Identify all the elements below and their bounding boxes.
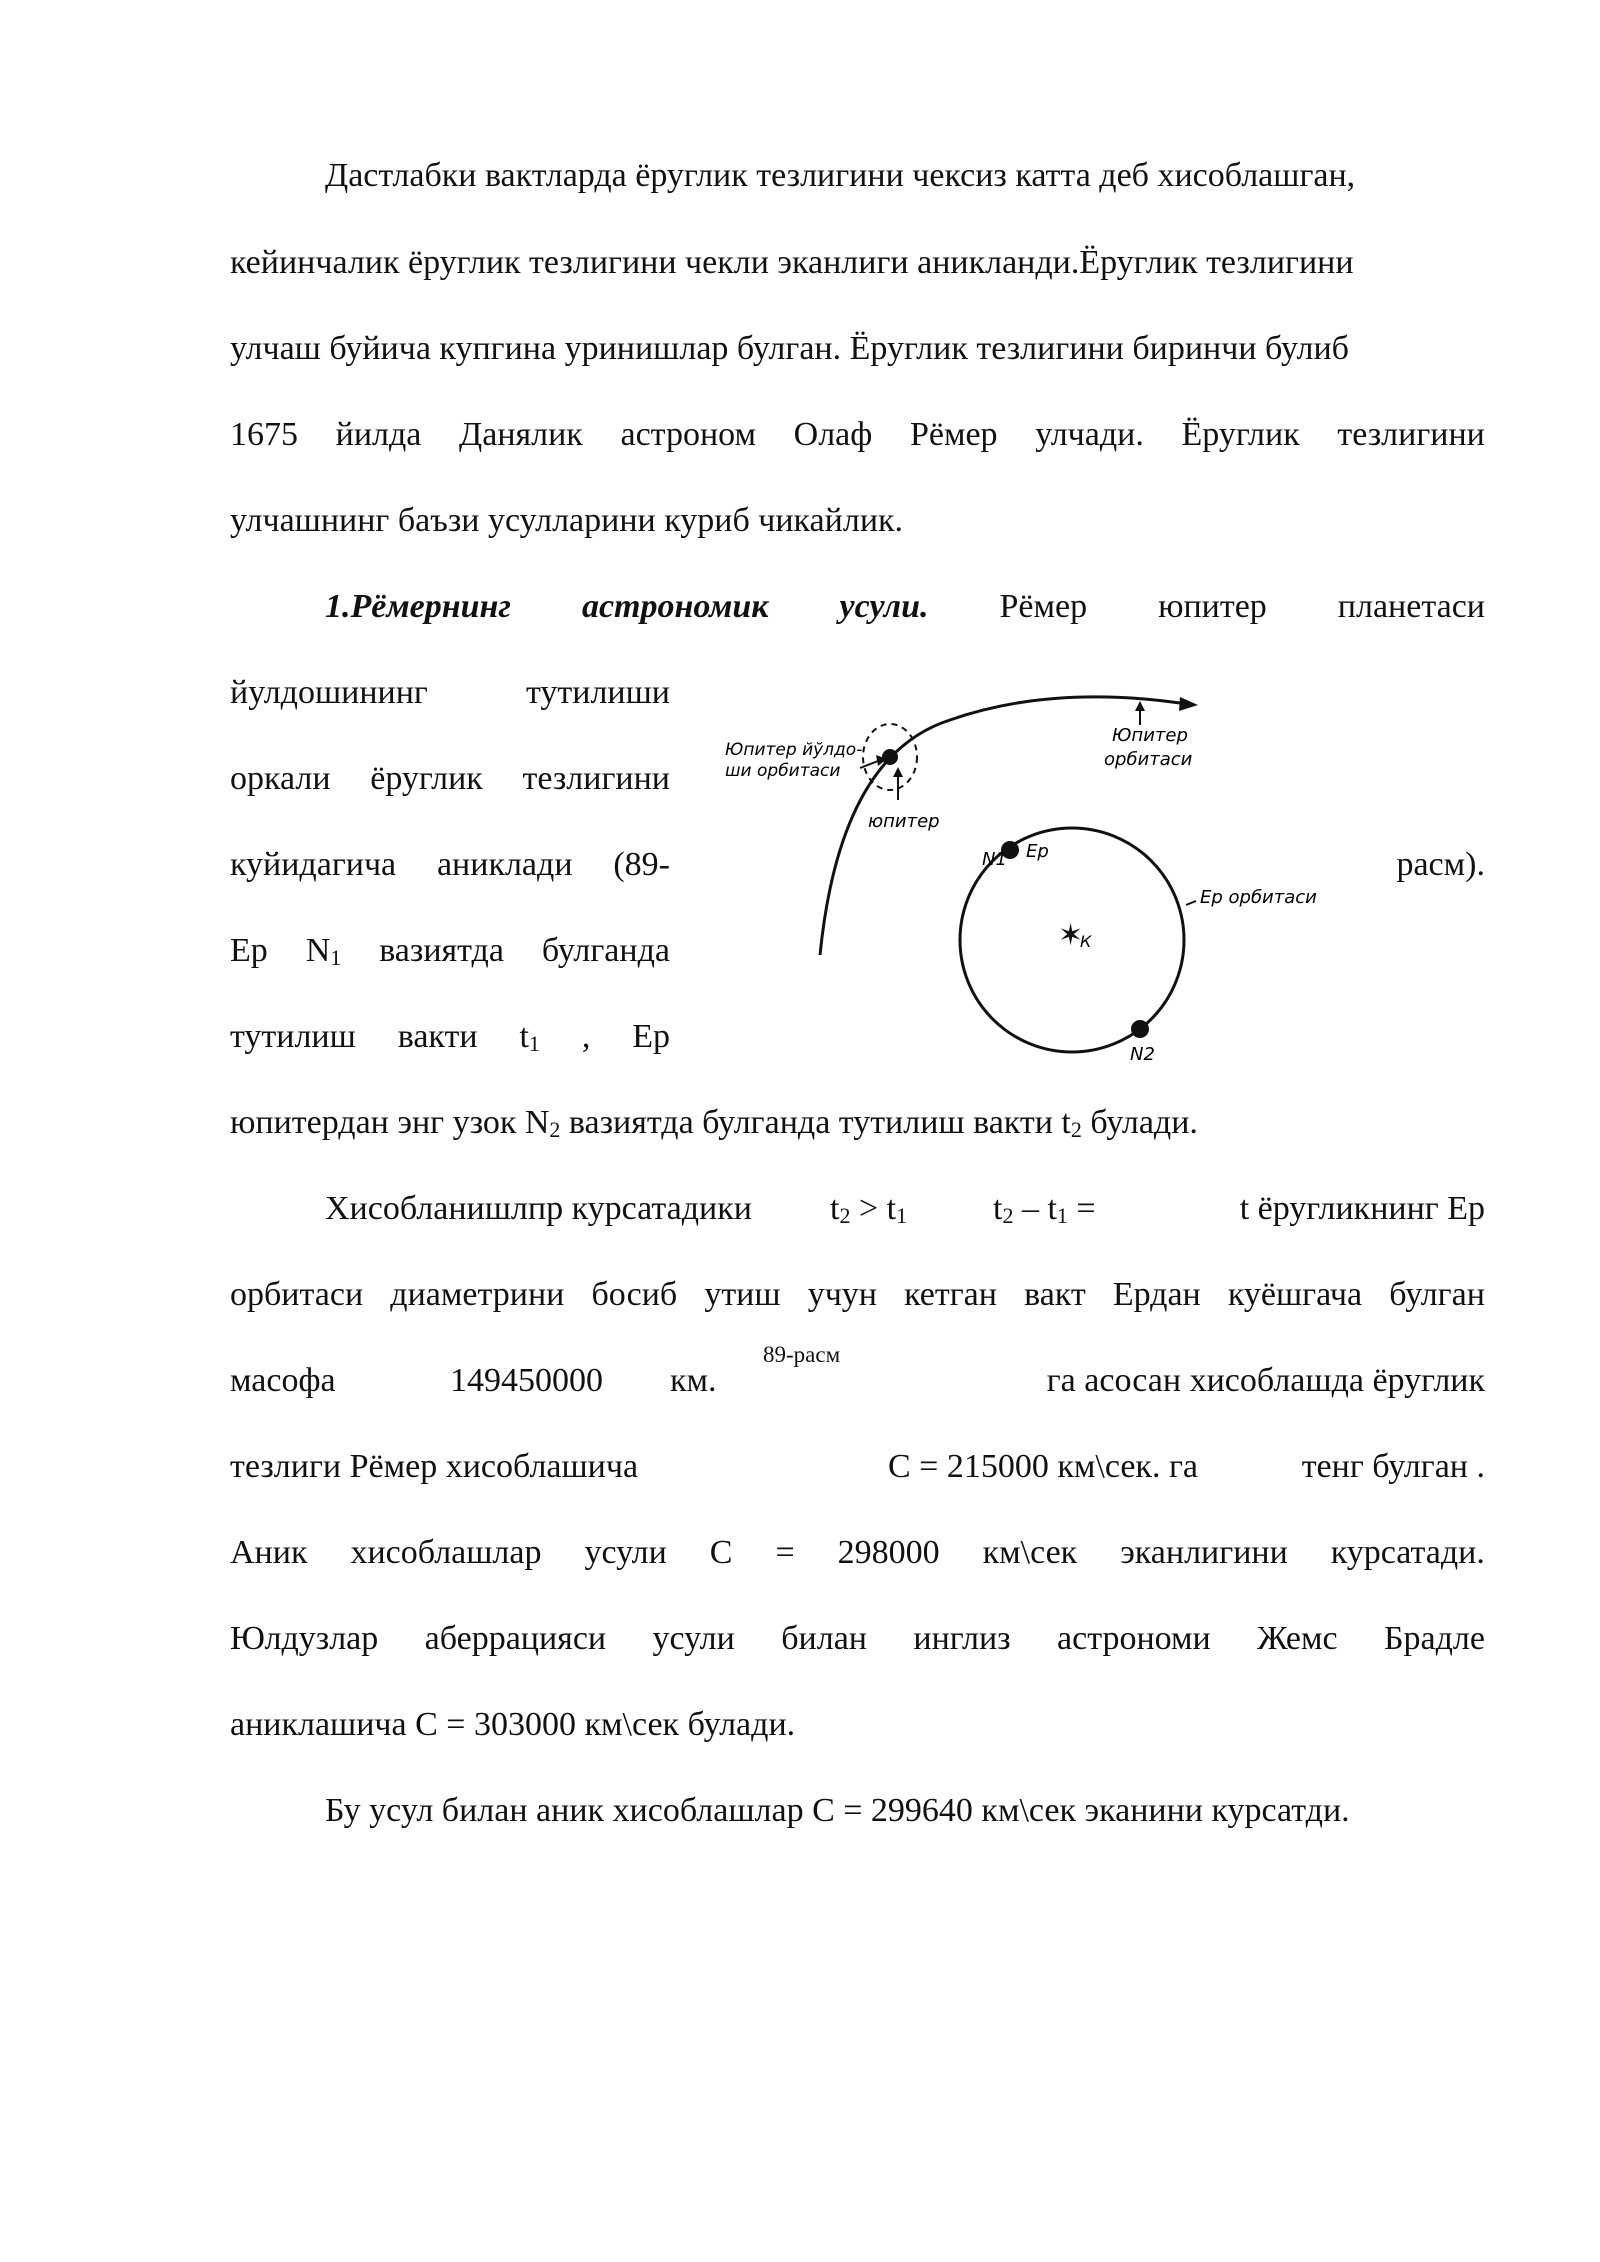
earth-position-n2	[1131, 1020, 1149, 1038]
word: инглиз	[913, 1620, 1011, 1657]
word: кетган	[904, 1276, 997, 1313]
word: расм).	[1396, 846, 1485, 883]
earth-orbit-pointer	[1186, 901, 1196, 905]
label-n2: N2	[1130, 1044, 1155, 1065]
word: куйидагича	[230, 846, 397, 883]
word: масофа	[230, 1362, 336, 1399]
label-jupiter: юпитер	[868, 811, 940, 832]
text-line: Дастлабки вактларда ёруглик тезлигини чексиз катта деб хисоблашган,	[325, 157, 1356, 194]
paragraph-line	[230, 243, 1485, 283]
word: планетаси	[1337, 588, 1485, 625]
word: тезлигини	[522, 760, 670, 797]
word: астрономи	[1057, 1620, 1211, 1657]
word: вакт	[1024, 1276, 1086, 1313]
word: юпитер	[1158, 588, 1267, 625]
text-line: улчашнинг баъзи усулларини куриб чикайлик.	[230, 502, 904, 539]
word: куёшгача	[1227, 1276, 1363, 1313]
word: вазиятда	[379, 932, 504, 969]
word: ёруглик	[370, 760, 483, 797]
label-earth: Ер	[1026, 841, 1049, 862]
word: диаметрини	[390, 1276, 565, 1313]
word: км\сек	[982, 1534, 1078, 1571]
paragraph-line	[230, 1705, 1485, 1745]
t2-gt-t1: $t_2 > t_1$	[830, 1190, 908, 1228]
formula-line	[325, 1189, 1485, 1229]
paragraph-line	[325, 156, 1485, 196]
word: тутилиш	[230, 1018, 356, 1055]
text: тенг булган .	[1301, 1448, 1485, 1485]
word: Рёмер	[909, 416, 998, 453]
word: Данялик	[459, 416, 583, 453]
paragraph-line	[230, 501, 1485, 541]
word: тезлигини	[1337, 416, 1485, 453]
time-t1: $t_1$	[519, 1018, 540, 1056]
word: улчади.	[1035, 416, 1144, 453]
text: тезлиги Рёмер хисоблашича	[230, 1448, 639, 1485]
paragraph-line	[230, 1619, 1485, 1659]
word: (89-	[613, 846, 670, 883]
paragraph-line	[230, 845, 670, 885]
word: Олаф	[793, 416, 873, 453]
word: 298000	[837, 1534, 940, 1571]
paragraph-line	[325, 1791, 1485, 1831]
section-heading: астрономик	[581, 588, 769, 625]
text-line: аниклашича С = 303000 км\сек булади.	[230, 1706, 796, 1743]
text-line: улчаш буйича купгина уринишлар булган. Ёруглик тезлигини биринчи булиб	[230, 330, 1349, 367]
word: хисоблашлар	[350, 1534, 542, 1571]
paragraph-line	[230, 1103, 1485, 1150]
text: га асосан хисоблашда ёруглик	[1046, 1362, 1485, 1399]
text-line: кейинчалик ёруглик тезлигини чекли эканлиги аникланди.Ёруглик тезлигини	[230, 244, 1354, 281]
paragraph-line	[230, 415, 1485, 455]
label-n1: N1	[982, 849, 1007, 870]
word: Аник	[230, 1534, 308, 1571]
section-heading: усули.	[839, 588, 929, 625]
subscript: 2	[1070, 1117, 1082, 1142]
paragraph-line	[230, 1533, 1485, 1573]
position-n1: $N_1$	[305, 932, 342, 970]
word: Юлдузлар	[230, 1620, 379, 1657]
word: булганда	[541, 932, 670, 969]
label-jupiter-orbit-2: орбитаси	[1104, 749, 1193, 770]
text: булади.	[1081, 1104, 1198, 1141]
word: Ер	[632, 1018, 670, 1055]
word: Рёмер	[999, 588, 1088, 625]
word: билан	[781, 1620, 867, 1657]
paragraph-line	[230, 1275, 1485, 1315]
paragraph-line	[230, 1447, 1485, 1487]
word: С	[709, 1534, 733, 1571]
figure-caption: 89-расм	[763, 1342, 841, 1367]
word: Ер	[230, 932, 268, 969]
word: курсатади.	[1330, 1534, 1485, 1571]
word: Ердан	[1112, 1276, 1201, 1313]
paragraph-line	[230, 931, 670, 978]
speed-value: С = 215000 км\сек. га	[888, 1448, 1198, 1485]
sun-star: ✶	[1058, 918, 1084, 953]
word: орбитаси	[230, 1276, 364, 1313]
word: усули	[652, 1620, 735, 1657]
word: аберрацияси	[424, 1620, 607, 1657]
word: Ёруглик	[1181, 416, 1300, 453]
distance-value: 149450000	[450, 1362, 603, 1399]
paragraph-line	[230, 1017, 670, 1064]
text: юпитердан энг узок N	[230, 1104, 550, 1141]
word: эканлигини	[1120, 1534, 1288, 1571]
paragraph-line	[230, 673, 670, 713]
word: оркали	[230, 760, 331, 797]
label-satellite-orbit-1: Юпитер йўлдо-	[725, 740, 863, 760]
word: астроном	[620, 416, 757, 453]
word: булган	[1389, 1276, 1485, 1313]
jupiter-planet	[882, 749, 898, 765]
word: Брадле	[1383, 1620, 1485, 1657]
text-line: Бу усул билан аник хисоблашлар С = 299640 км\сек эканини курсатди.	[325, 1792, 1350, 1829]
word: Жемс	[1257, 1620, 1338, 1657]
section-heading: 1.Рёмернинг	[325, 588, 511, 625]
word: 1675	[230, 416, 298, 453]
paragraph-line	[230, 1361, 1485, 1401]
t2-minus-t1: $t_2 - t_1$ =	[993, 1190, 1096, 1228]
jupiter-orbit-arrowhead	[1179, 697, 1198, 711]
word: ,	[581, 1018, 591, 1055]
word: =	[775, 1534, 795, 1571]
text: Хисобланишлпр курсатадики	[325, 1190, 752, 1227]
word: йулдошининг	[230, 674, 428, 711]
word: босиб	[591, 1276, 678, 1313]
label-sun: К	[1080, 932, 1092, 951]
label-satellite-orbit-2: ши орбитаси	[725, 761, 841, 781]
word: аниклади	[436, 846, 573, 883]
word: вакти	[397, 1018, 478, 1055]
subscript: 2	[549, 1117, 561, 1142]
section-heading-line	[325, 587, 1485, 627]
word: усули	[584, 1534, 667, 1571]
paragraph-line	[230, 329, 1485, 369]
word: тутилиши	[525, 674, 670, 711]
roemer-orbit-diagram	[700, 665, 1540, 1085]
word: йилда	[335, 416, 422, 453]
label-earth-orbit: Ер орбитаси	[1200, 887, 1317, 908]
unit: км.	[670, 1362, 717, 1399]
label-jupiter-orbit-1: Юпитер	[1112, 725, 1188, 746]
word: учун	[807, 1276, 877, 1313]
paragraph-line	[230, 759, 670, 799]
text: вазиятда булганда тутилиш вакти t	[560, 1104, 1071, 1141]
word: утиш	[704, 1276, 781, 1313]
text: t ёругликнинг Ер	[1239, 1190, 1485, 1227]
